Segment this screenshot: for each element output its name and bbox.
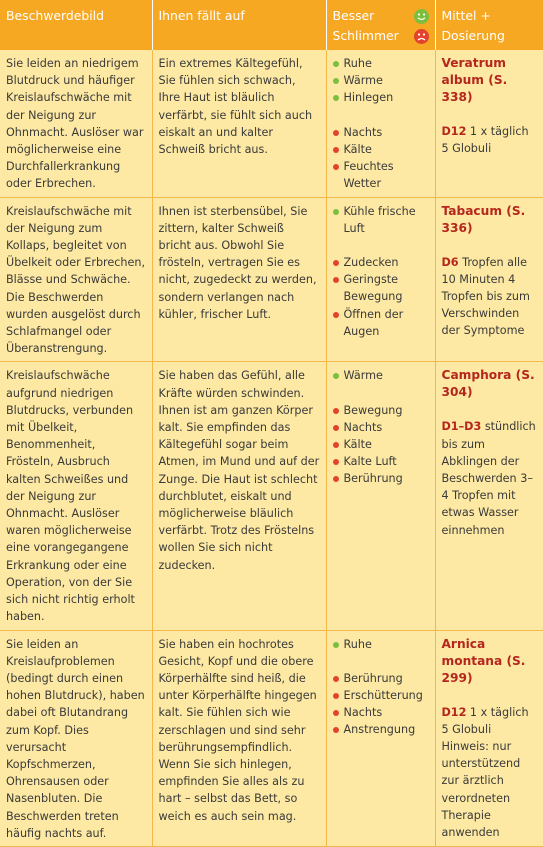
dosage: 1 x täglich 5 Globuli xyxy=(441,125,529,156)
better-list xyxy=(333,367,429,384)
better-worse-cell xyxy=(326,630,435,846)
header-worse-label: Schlimmer xyxy=(332,28,399,43)
potency: D12 xyxy=(441,125,467,138)
potency: D6 xyxy=(441,255,459,269)
list-item: Kälte xyxy=(333,436,429,453)
list-item: Nachts xyxy=(333,419,429,436)
list-item: Kalte Luft xyxy=(333,453,429,470)
sad-face-icon xyxy=(414,29,429,44)
list-item: Ruhe xyxy=(333,55,429,72)
list-item: Berührung xyxy=(333,470,429,487)
list-item: Hinlegen xyxy=(333,89,429,106)
remedy-name: Arnica montana (S. 299) xyxy=(441,636,526,685)
remedy-cell xyxy=(435,50,543,197)
list-item: Berührung xyxy=(333,670,429,687)
symptoms-cell: Sie leiden an niedrigem Blutdruck und häufiger Kreislaufschwäche mit der Neigung zur Ohnmacht. Auslöser war möglicherweise eine Durchfallerkrankung oder Erbrechen. xyxy=(0,50,152,197)
better-worse-cell xyxy=(326,197,435,362)
notice-cell: Ein extremes Kältegefühl, Sie fühlen sich schwach, Ihre Haut ist bläulich verfärbt, sie fühlt sich auch eiskalt an und kalter Schweiß bricht aus. xyxy=(152,50,326,197)
dosage: 1 x täglich 5 Globuli Hinweis: nur unterstützend zur ärztlich verordneten Therapie anwenden xyxy=(441,705,529,839)
dosage: stündlich bis zum Abklingen der Beschwerden 3–4 Tropfen mit etwas Wasser einnehmen xyxy=(441,420,536,537)
remedy-cell xyxy=(435,197,543,362)
better-worse-cell xyxy=(326,50,435,197)
list-item: Kühle frische Luft xyxy=(333,203,429,237)
list-item: Zudecken xyxy=(333,254,429,271)
symptoms-cell: Kreislaufschwäche aufgrund niedrigen Blutdrucks, verbunden mit Übelkeit, Benommenheit, Frösteln, Ausbruch kalten Schweißes und der Neigung zur Ohnmacht. Auslöser waren möglicherweise eine vorangegangene Erkrankung oder eine Operation, von der Sie sich nicht richtig erholt haben. xyxy=(0,362,152,630)
better-list xyxy=(333,55,429,107)
worse-list xyxy=(333,670,429,739)
header-symptoms: Beschwerdebild xyxy=(0,0,152,50)
worse-list xyxy=(333,254,429,340)
list-item: Ruhe xyxy=(333,636,429,653)
symptoms-cell: Sie leiden an Kreislaufproblemen (bedingt durch einen hohen Blutdruck), haben dabei oft Blutandrang zum Kopf. Dies verursacht Kopfschmerzen, Ohrensausen oder Nasenbluten. Die Beschwerden treten häufig nachts auf. xyxy=(0,630,152,846)
potency: D1–D3 xyxy=(441,420,482,434)
remedy-name: Veratrum album (S. 338) xyxy=(441,56,508,104)
notice-cell: Sie haben ein hochrotes Gesicht, Kopf und die obere Körperhälfte sind heiß, die unter Körperhälfte hingegen kalt. Sie fühlen sich wie zerschlagen und sind sehr berührungsempfindlich. Wenn Sie sich hinlegen, empfinden Sie alles als zu hart – selbst das Bett, so weich es auch sein mag. xyxy=(152,630,326,846)
table-row xyxy=(0,362,543,630)
worse-list xyxy=(333,402,429,488)
header-notice: Ihnen fällt auf xyxy=(152,0,326,50)
header-dose-label: Dosierung xyxy=(441,28,505,43)
header-remedy-dose xyxy=(435,0,543,50)
header-row xyxy=(0,0,543,50)
header-remedy-label: Mittel + xyxy=(441,8,491,23)
remedy-cell xyxy=(435,630,543,846)
header-better-label: Besser xyxy=(332,8,375,23)
better-worse-cell xyxy=(326,362,435,630)
remedy-name: Tabacum (S. 336) xyxy=(441,203,526,235)
header-better-worse xyxy=(326,0,435,50)
happy-face-icon xyxy=(414,9,429,24)
list-item: Bewegung xyxy=(333,402,429,419)
worse-list xyxy=(333,124,429,193)
dosage: Tropfen alle 10 Minuten 4 Tropfen bis zum Verschwinden der Symptome xyxy=(441,255,530,338)
list-item: Öffnen der Augen xyxy=(333,306,429,340)
table-row xyxy=(0,50,543,197)
list-item: Nachts xyxy=(333,704,429,721)
notice-cell: Sie haben das Gefühl, alle Kräfte würden schwinden. Ihnen ist am ganzen Körper kalt. Sie empfinden das Kältegefühl sogar beim Atmen, im Mund und auf der Zunge. Die Haut ist schlecht durchblutet, eiskalt und möglicherweise bläulich verfärbt. Trotz des Fröstelns wollen Sie sich nicht zudecken. xyxy=(152,362,326,630)
list-item: Nachts xyxy=(333,124,429,141)
list-item: Erschütterung xyxy=(333,687,429,704)
list-item: Kälte xyxy=(333,141,429,158)
list-item: Wärme xyxy=(333,72,429,89)
list-item: Anstrengung xyxy=(333,721,429,738)
better-list xyxy=(333,636,429,653)
table-row xyxy=(0,197,543,362)
symptoms-cell: Kreislaufschwäche mit der Neigung zum Kollaps, begleitet von Übelkeit oder Erbrechen, Blässe und Schwäche. Die Beschwerden wurden ausgelöst durch Schlafmangel oder Überanstrengung. xyxy=(0,197,152,362)
remedy-cell xyxy=(435,362,543,630)
list-item: Feuchtes Wetter xyxy=(333,158,429,192)
better-list xyxy=(333,203,429,237)
potency: D12 xyxy=(441,705,467,719)
table-row xyxy=(0,630,543,846)
notice-cell: Ihnen ist sterbensübel, Sie zittern, kalter Schweiß bricht aus. Obwohl Sie frösteln, vertragen Sie es nicht, zugedeckt zu werden, sondern verlangen nach kühler, frischer Luft. xyxy=(152,197,326,362)
list-item: Geringste Bewegung xyxy=(333,271,429,305)
remedy-name: Camphora (S. 304) xyxy=(441,368,535,400)
list-item: Wärme xyxy=(333,367,429,384)
